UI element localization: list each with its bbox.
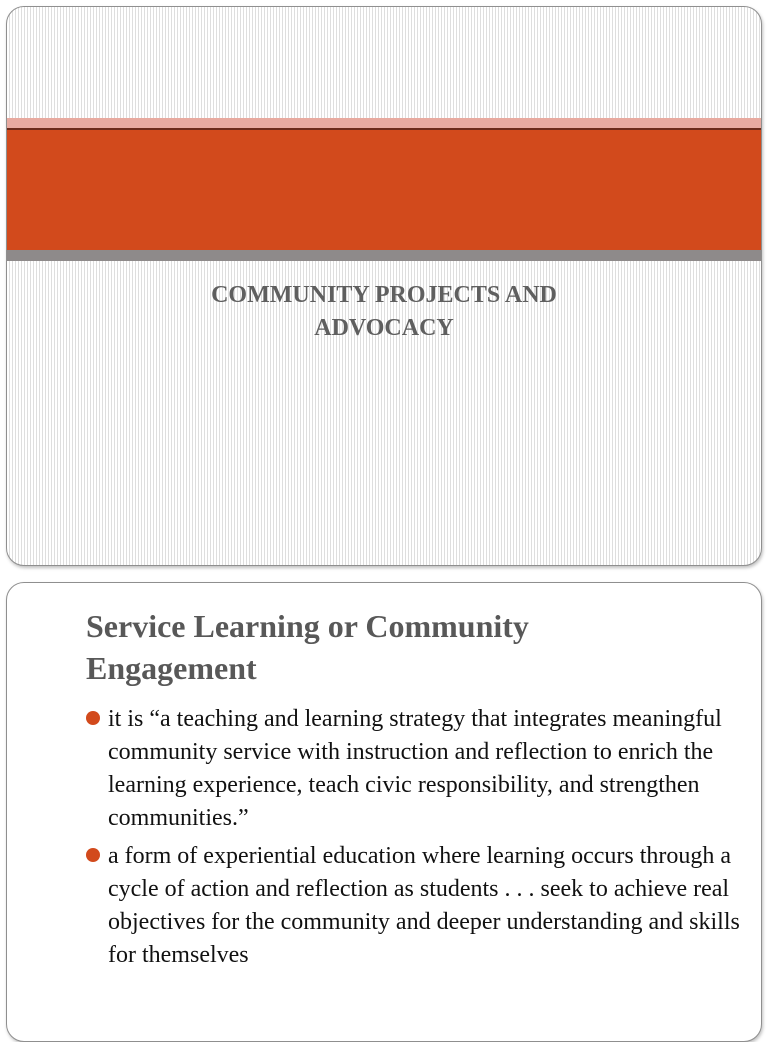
orange-title-band: [7, 130, 761, 250]
title-slide: [6, 6, 762, 566]
bullet-item-definition: [86, 703, 746, 835]
bullet-text: a form of experiential education where learning occurs through a cycle of action and reflection as students . . . seek to achieve real objectives for the community and deeper understanding and skills for themselves: [108, 843, 740, 968]
bullet-item-experiential: [86, 840, 746, 972]
slide-title: [7, 279, 761, 345]
slide-title-line-1: COMMUNITY PROJECTS AND: [211, 282, 557, 308]
slide-title-line-2: ADVOCACY: [314, 315, 454, 341]
content-slide-title: Service Learning or Community Engagement: [86, 608, 529, 686]
grey-accent-band: [7, 250, 761, 261]
bullet-dot-icon: [86, 848, 100, 862]
pink-accent-band: [7, 118, 761, 128]
bullet-list: [86, 703, 746, 977]
content-slide: [6, 582, 762, 1042]
bullet-text: it is “a teaching and learning strategy that integrates meaningful community service with instruction and reflection to enrich the learning experience, teach civic responsibility, and strengthen communities.”: [108, 706, 722, 831]
bullet-dot-icon: [86, 711, 100, 725]
